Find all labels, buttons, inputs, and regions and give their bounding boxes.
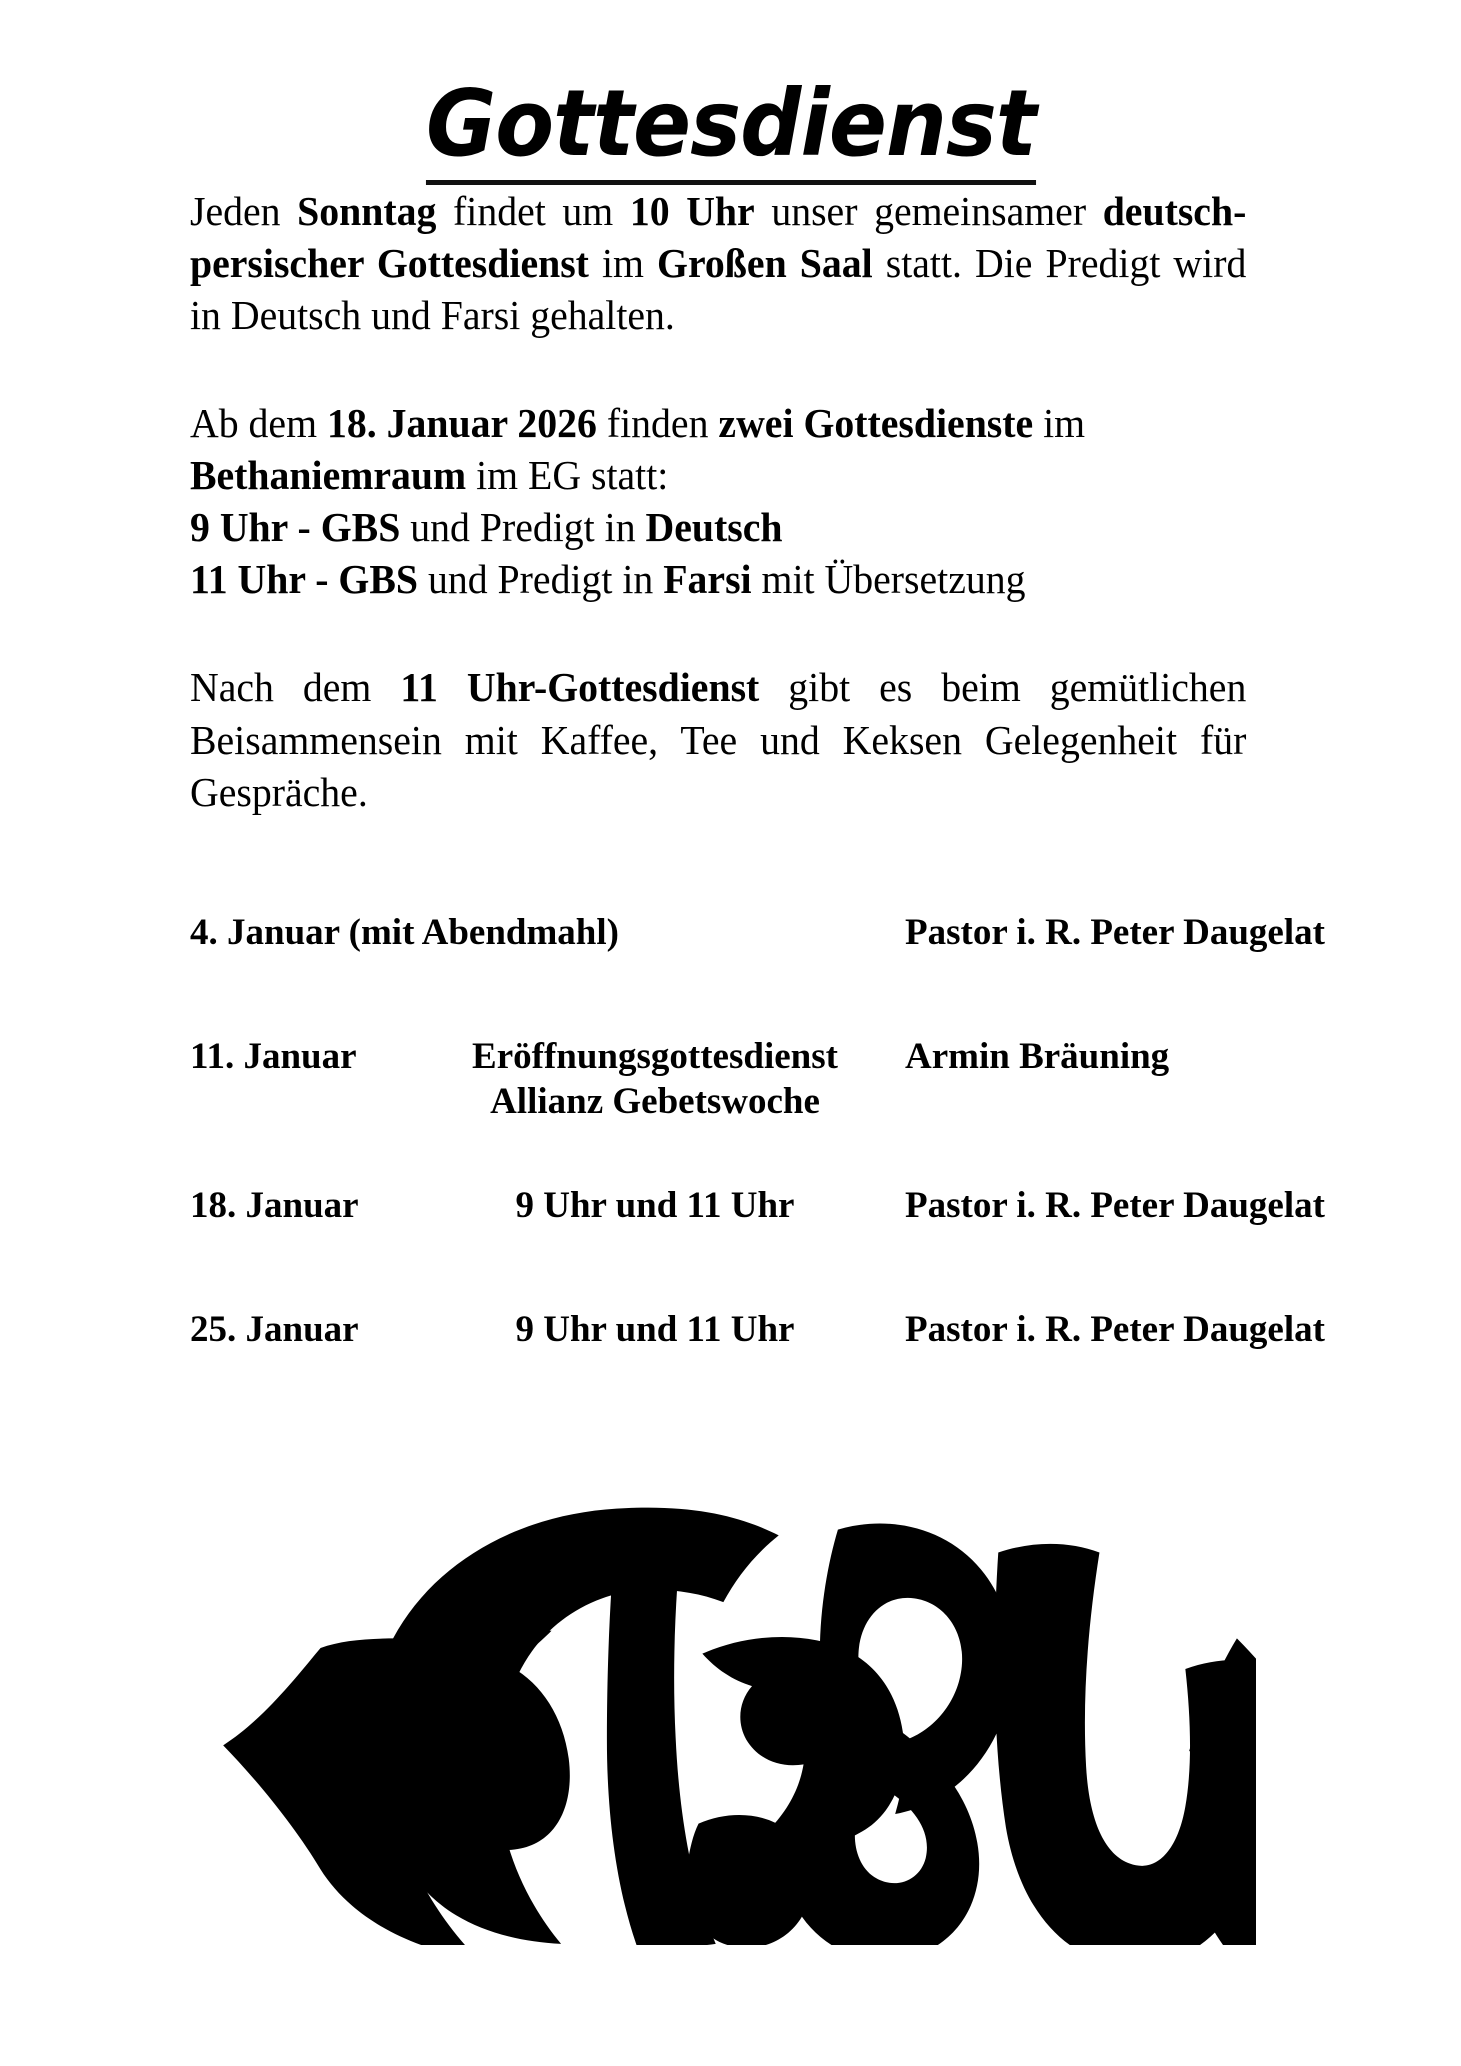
schedule-person-cell: Pastor i. R. Peter Daugelat xyxy=(905,1309,1325,1351)
table-row xyxy=(190,1183,1445,1229)
spacer-cell xyxy=(190,956,1445,1034)
paragraph-spacer xyxy=(190,341,1279,397)
plain-text: und xyxy=(606,1309,687,1351)
emphasis-text: zwei Gottesdienste xyxy=(718,400,1034,447)
plain-text: gibt es beim gemütlichen Beisammensein mit Kaffee, Tee und Keksen Gelegenheit für Gespräche. xyxy=(190,664,1247,815)
plain-text: findet um xyxy=(436,188,630,234)
schedule-detail-line-1: Eröffnungsgottesdienst xyxy=(472,1035,838,1077)
plain-text: Ab dem xyxy=(190,400,327,447)
schedule-row-spacer xyxy=(190,1229,1445,1307)
schedule-detail-cell xyxy=(405,1183,905,1229)
spacer-cell xyxy=(190,1229,1445,1307)
emphasis-text: Bethaniemraum xyxy=(190,452,467,499)
jesus-fish-logo-container xyxy=(0,1475,1461,1945)
emphasis-text: Deutsch xyxy=(645,504,783,551)
schedule-row-spacer xyxy=(190,1125,1445,1183)
schedule-detail-cell xyxy=(405,1307,905,1353)
emphasis-text: 11 Uhr-Gottesdienst xyxy=(400,664,760,711)
table-row xyxy=(190,1034,1445,1126)
plain-text: unser gemeinsamer xyxy=(754,188,1103,234)
jesus-fish-ambigram-icon xyxy=(206,1475,1256,1945)
plain-text: im xyxy=(1033,400,1086,447)
emphasis-text: Großen Saal xyxy=(657,240,873,287)
table-row xyxy=(190,1307,1445,1353)
plain-text: Nach dem xyxy=(190,664,401,711)
emphasis-text: 9 Uhr xyxy=(515,1309,607,1351)
page-title-container xyxy=(0,70,1461,185)
emphasis-text: 11 Uhr - GBS xyxy=(190,556,419,603)
emphasis-text: 10 Uhr xyxy=(629,188,755,234)
plain-text: und Predigt in xyxy=(418,556,664,603)
paragraph-worship-times xyxy=(190,185,1246,341)
schedule-person-cell: Armin Bräuning xyxy=(905,1035,1170,1077)
schedule-table xyxy=(190,910,1445,1353)
plain-text: statt. Die Predigt wird in Deutsch und Farsi gehalten. xyxy=(190,240,1247,339)
schedule-spacer xyxy=(0,818,1461,910)
schedule-date-cell: 18. Januar xyxy=(190,1185,359,1227)
emphasis-text: 18. Januar 2026 xyxy=(326,400,597,447)
paragraph-two-services-intro xyxy=(190,397,1246,501)
plain-text: mit Übersetzung xyxy=(751,556,1026,603)
schedule-date-cell: 4. Januar (mit Abendmahl) xyxy=(190,911,619,953)
schedule-date-cell: 25. Januar xyxy=(190,1309,359,1351)
table-row xyxy=(190,910,1445,956)
emphasis-text: deutsch-persischer Gottesdienst xyxy=(190,188,1247,287)
emphasis-text: 11 Uhr xyxy=(686,1309,795,1351)
document-body xyxy=(93,185,1368,818)
plain-text: Jeden xyxy=(190,188,298,234)
schedule-person-cell: Pastor i. R. Peter Daugelat xyxy=(905,1185,1325,1227)
emphasis-text: 9 Uhr - GBS xyxy=(190,504,401,551)
schedule-table-body xyxy=(190,910,1445,1353)
plain-text: im EG statt: xyxy=(466,452,669,499)
schedule-section xyxy=(93,910,1368,1353)
emphasis-text: 11 Uhr xyxy=(686,1185,795,1227)
paragraph-service-11uhr xyxy=(190,553,1246,605)
emphasis-text: 9 Uhr xyxy=(515,1185,607,1227)
schedule-detail-cell xyxy=(405,1034,905,1126)
plain-text: im xyxy=(588,240,658,287)
paragraph-spacer xyxy=(190,605,1279,661)
paragraph-fellowship xyxy=(190,661,1246,817)
schedule-row-spacer xyxy=(190,956,1445,1034)
plain-text: finden xyxy=(596,400,719,447)
schedule-date-cell: 11. Januar xyxy=(190,1035,357,1077)
emphasis-text: Farsi xyxy=(663,556,752,603)
emphasis-text: Sonntag xyxy=(297,188,437,234)
plain-text: und Predigt in xyxy=(400,504,646,551)
schedule-detail-line-2: Allianz Gebetswoche xyxy=(490,1081,820,1123)
page-title: Gottesdienst xyxy=(426,78,1036,185)
schedule-person-cell: Pastor i. R. Peter Daugelat xyxy=(905,911,1325,953)
spacer-cell xyxy=(190,1125,1445,1183)
paragraph-service-9uhr xyxy=(190,501,1246,553)
plain-text: und xyxy=(606,1185,687,1227)
